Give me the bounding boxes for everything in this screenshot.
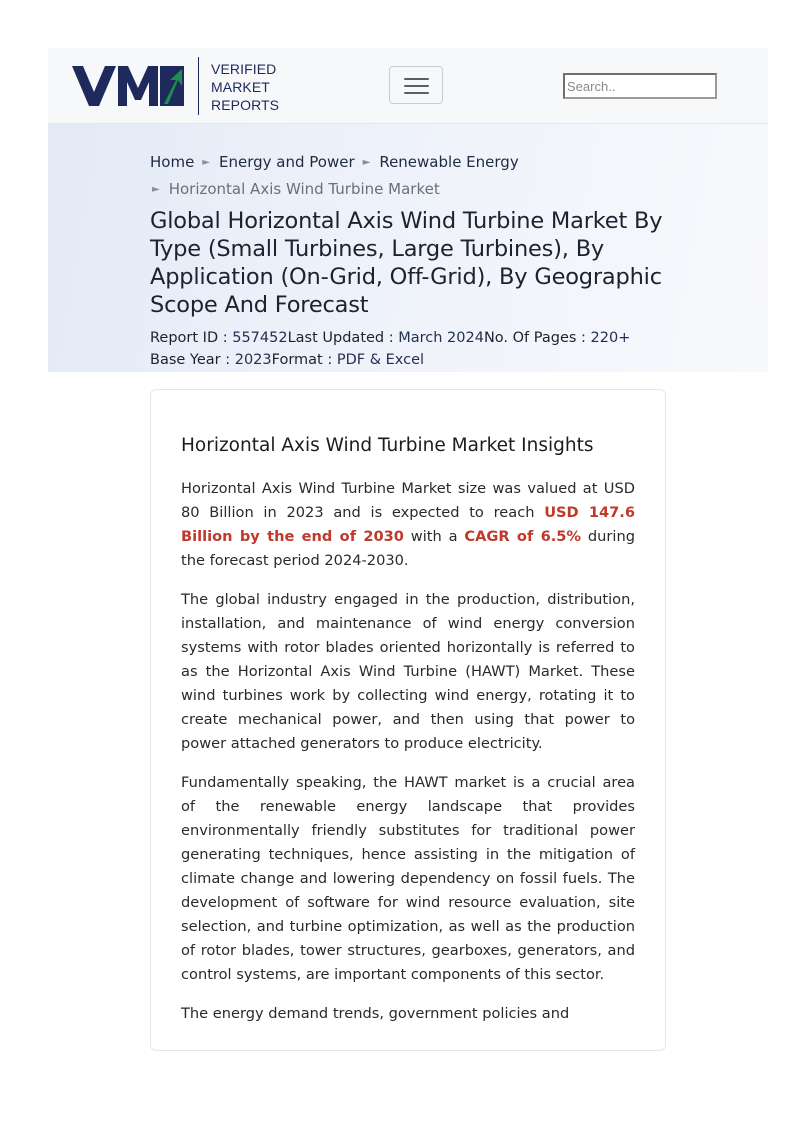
logo-line-verified: VERIFIED	[211, 61, 277, 77]
pages-label: No. Of Pages :	[483, 330, 591, 346]
breadcrumb	[150, 150, 670, 204]
format-label: Format :	[271, 352, 337, 368]
last-updated-value: March 2024	[398, 330, 484, 346]
p1-text-c: during the forecast period 2024-2030.	[181, 528, 635, 569]
breadcrumb-energy-and-power[interactable]: Energy and Power	[219, 153, 355, 171]
chevron-right-icon: ►	[202, 157, 210, 168]
insights-card	[150, 389, 666, 1051]
logo-wordmark	[211, 60, 291, 114]
report-hero	[48, 124, 768, 372]
insights-body	[181, 477, 635, 1041]
chevron-right-icon: ►	[362, 157, 371, 168]
format-value: PDF & Excel	[336, 352, 425, 368]
search-input[interactable]	[563, 73, 717, 99]
breadcrumb-renewable-energy[interactable]: Renewable Energy	[379, 153, 519, 171]
p1-text-a: Horizontal Axis Wind Turbine Market size was valued at USD 80 Billion in 2023 and is expected to reach	[181, 480, 635, 521]
report-id-value: 557452	[232, 330, 288, 346]
insights-paragraph-4: The energy demand trends, government policies and	[181, 1005, 570, 1022]
market-value-highlight: USD 147.6 Billion by the end of 2030	[181, 504, 635, 545]
site-header	[48, 48, 768, 124]
base-year-label: Base Year :	[150, 352, 235, 368]
breadcrumb-current: Horizontal Axis Wind Turbine Market	[168, 180, 440, 198]
base-year-value: 2023	[234, 352, 272, 368]
hamburger-icon	[404, 85, 429, 87]
logo-divider	[198, 57, 199, 115]
report-meta	[150, 327, 710, 371]
insights-paragraph-1	[181, 477, 635, 573]
cagr-highlight: CAGR of 6.5%	[464, 528, 582, 545]
hamburger-icon	[404, 92, 429, 94]
chevron-right-icon: ►	[152, 184, 160, 195]
page-title: Global Horizontal Axis Wind Turbine Market By Type (Small Turbines, Large Turbines), By Application (On-Grid, Off-Grid), By Geographic Scope And Forecast	[150, 208, 663, 318]
meta-row-1	[150, 327, 710, 349]
menu-toggle-button[interactable]	[389, 66, 443, 104]
logo-line-market: MARKET	[211, 79, 270, 95]
insights-heading: Horizontal Axis Wind Turbine Market Insights	[181, 435, 594, 456]
meta-row-2	[150, 349, 710, 371]
breadcrumb-home[interactable]: Home	[150, 153, 195, 171]
pages-value: 220+	[590, 330, 631, 346]
hamburger-icon	[404, 78, 429, 80]
insights-paragraph-2: The global industry engaged in the production, distribution, installation, and maintenance of wind energy conversion systems with rotor blades oriented horizontally is referred to as the Horizontal Axis Wind Turbine (HAWT) Market. These wind turbines work by collecting wind energy, rotating it to create mechanical power, and then using that power to power attached generators to produce electricity.	[181, 591, 635, 752]
p1-text-b: with a	[403, 528, 465, 545]
logo-line-reports: REPORTS	[211, 97, 280, 113]
last-updated-label: Last Updated :	[287, 330, 399, 346]
insights-paragraph-3: Fundamentally speaking, the HAWT market is a crucial area of the renewable energy landscape that provides environmentally friendly substitutes for traditional power generating techniques, hence assisting in the mitigation of climate change and lowering dependency on fossil fuels. The development of software for wind resource evaluation, site selection, and turbine optimization, as well as the production of rotor blades, tower structures, gearboxes, generators, and control systems, are important components of this sector.	[181, 774, 635, 983]
report-id-label: Report ID :	[150, 330, 233, 346]
vmr-logo-mark-icon	[72, 66, 184, 106]
